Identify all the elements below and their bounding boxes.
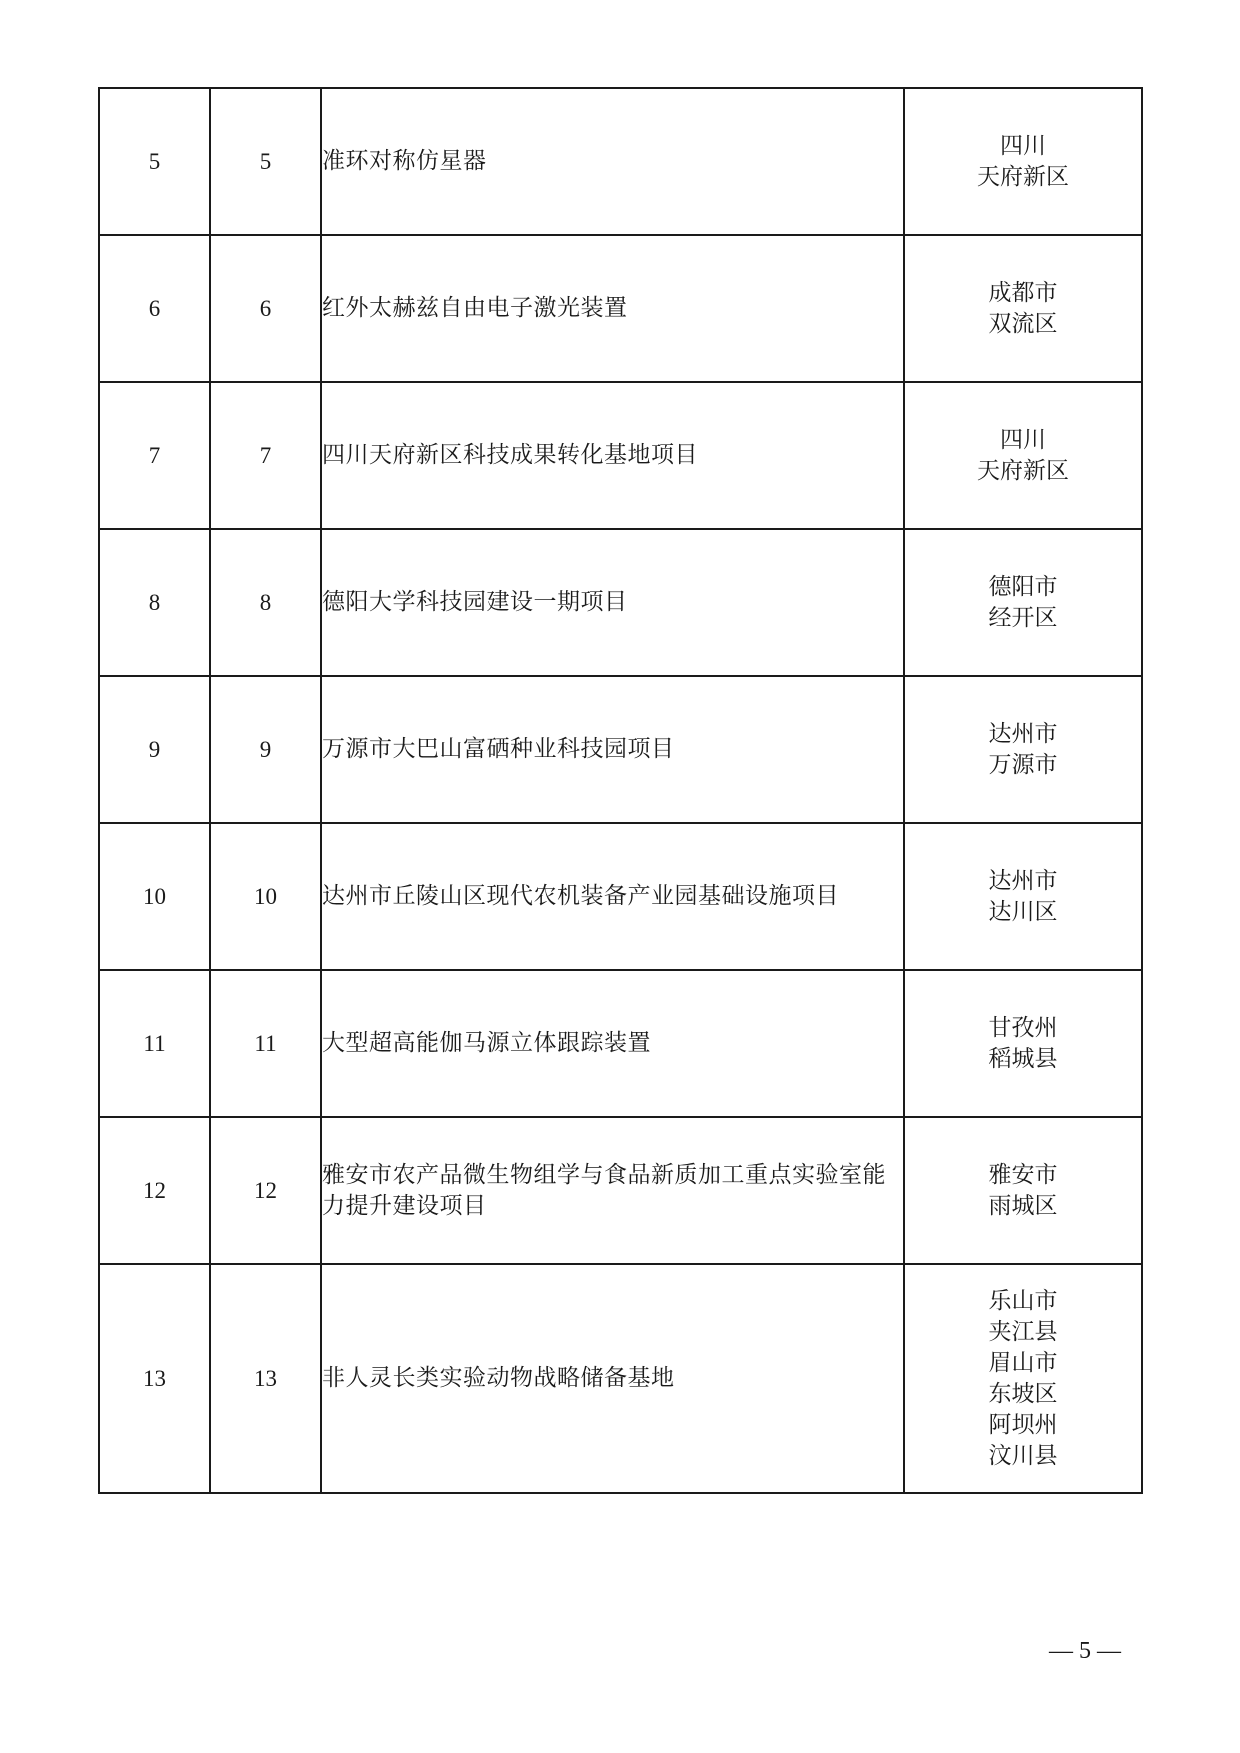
- seq-cell: 6: [99, 235, 210, 382]
- project-name-cell: 红外太赫兹自由电子激光装置: [321, 235, 904, 382]
- location-cell: [904, 88, 1142, 235]
- seq-cell: 8: [99, 529, 210, 676]
- table-row: [99, 235, 1142, 382]
- project-name-cell: 四川天府新区科技成果转化基地项目: [321, 382, 904, 529]
- table-row: [99, 1264, 1142, 1493]
- location-line: 经开区: [988, 604, 1058, 631]
- number-cell: 5: [210, 88, 321, 235]
- location-line: 雅安市: [988, 1161, 1058, 1188]
- location-line: 达州市: [988, 867, 1058, 894]
- table-row: [99, 382, 1142, 529]
- project-table: [98, 87, 1143, 1494]
- seq-cell: 5: [99, 88, 210, 235]
- table-row: [99, 676, 1142, 823]
- number-cell: 13: [210, 1264, 321, 1493]
- seq-cell: 7: [99, 382, 210, 529]
- location-line: 汶川县: [988, 1442, 1058, 1469]
- project-name-cell: 非人灵长类实验动物战略储备基地: [321, 1264, 904, 1493]
- seq-cell: 12: [99, 1117, 210, 1264]
- location-line: 雨城区: [988, 1192, 1058, 1219]
- project-name-cell: 大型超高能伽马源立体跟踪装置: [321, 970, 904, 1117]
- seq-cell: 13: [99, 1264, 210, 1493]
- location-cell: [904, 823, 1142, 970]
- location-line: 稻城县: [988, 1045, 1058, 1072]
- project-name-cell: 德阳大学科技园建设一期项目: [321, 529, 904, 676]
- location-line: 乐山市: [988, 1287, 1058, 1314]
- location-line: 东坡区: [988, 1380, 1058, 1407]
- location-cell: [904, 235, 1142, 382]
- location-line: 夹江县: [988, 1318, 1058, 1345]
- location-line: 天府新区: [977, 163, 1069, 190]
- seq-cell: 11: [99, 970, 210, 1117]
- page-number: — 5 —: [1049, 1638, 1121, 1664]
- location-cell: [904, 382, 1142, 529]
- number-cell: 8: [210, 529, 321, 676]
- location-line: 四川: [1000, 426, 1046, 453]
- location-cell: [904, 529, 1142, 676]
- location-line: 成都市: [988, 279, 1058, 306]
- location-line: 四川: [1000, 132, 1046, 159]
- table-row: [99, 529, 1142, 676]
- location-cell: [904, 676, 1142, 823]
- table-row: [99, 970, 1142, 1117]
- table-row: [99, 88, 1142, 235]
- location-cell: [904, 970, 1142, 1117]
- location-cell: [904, 1264, 1142, 1493]
- location-line: 天府新区: [977, 457, 1069, 484]
- project-name-cell: 万源市大巴山富硒种业科技园项目: [321, 676, 904, 823]
- location-line: 眉山市: [988, 1349, 1058, 1376]
- number-cell: 6: [210, 235, 321, 382]
- location-line: 达州市: [988, 720, 1058, 747]
- location-line: 德阳市: [988, 573, 1058, 600]
- location-line: 甘孜州: [988, 1014, 1058, 1041]
- number-cell: 10: [210, 823, 321, 970]
- seq-cell: 10: [99, 823, 210, 970]
- location-line: 万源市: [988, 751, 1058, 778]
- location-line: 双流区: [988, 310, 1058, 337]
- table-row: [99, 1117, 1142, 1264]
- project-name-cell: 准环对称仿星器: [321, 88, 904, 235]
- number-cell: 11: [210, 970, 321, 1117]
- location-line: 达川区: [988, 898, 1058, 925]
- number-cell: 7: [210, 382, 321, 529]
- table-row: [99, 823, 1142, 970]
- number-cell: 12: [210, 1117, 321, 1264]
- location-cell: [904, 1117, 1142, 1264]
- location-line: 阿坝州: [988, 1411, 1058, 1438]
- project-name-cell: 雅安市农产品微生物组学与食品新质加工重点实验室能力提升建设项目: [321, 1117, 904, 1264]
- seq-cell: 9: [99, 676, 210, 823]
- number-cell: 9: [210, 676, 321, 823]
- project-name-cell: 达州市丘陵山区现代农机装备产业园基础设施项目: [321, 823, 904, 970]
